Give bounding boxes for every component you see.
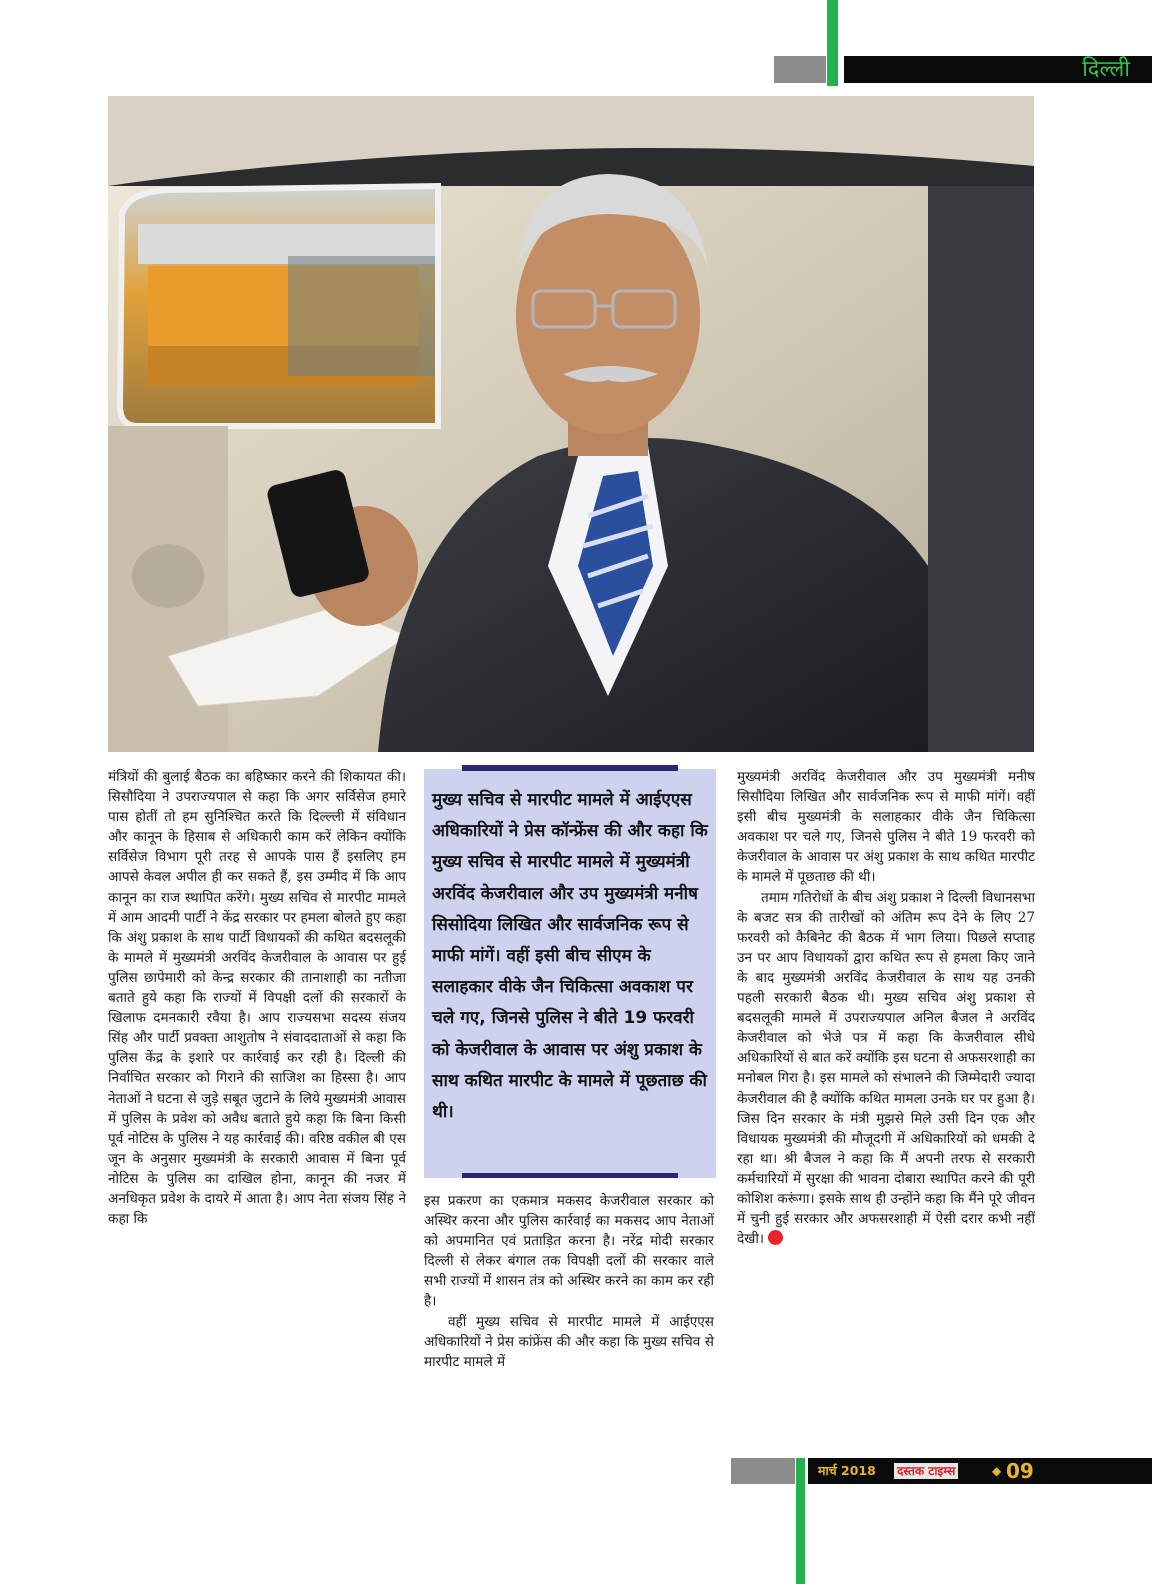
- pull-quote-bottom-rule: [462, 1173, 678, 1178]
- footer-bar: [808, 1458, 1152, 1484]
- issue-date: मार्च 2018: [818, 1463, 876, 1478]
- article-column-middle: [424, 1191, 714, 1372]
- article-paragraph: मंत्रियों की बुलाई बैठक का बहिष्कार करने की शिकायत की। सिसौदिया ने उपराज्यपाल से कहा कि अगर सर्विसेज हमारे पास होतीं तो हम सुनिश्चित करते कि दिल्ल्ली में संविधान और कानून के हिसाब से अधिकारी काम करें लेकिन क्योंकि सर्विसेज विभाग पूरी तरह से आपके पास हैं इसलिए हम आपसे केवल अपील ही कर सकते हैं, इस उम्मीद में कि आप कानून का राज स्थापित करेंगे। मुख्य सचिव से मारपीट मामले में आम आदमी पार्टी ने केंद्र सरकार पर हमला बोलते हुए कहा कि अंशु प्रकाश के साथ पार्टी विधायकों की कथित बदसलूकी के मामले में मुख्यमंत्री अरविंद केजरीवाल के आवास पर हुई पुलिस छापेमारी को केन्द्र सरकार की तानाशाही का नतीजा बताते हुये कहा कि राज्यों में विपक्षी दलों की सरकारों के खिलाफ दमनकारी रवैया है। आप राज्यसभा सदस्य संजय सिंह और पार्टी प्रवक्ता आशुतोष ने संवाददाताओं से कहा कि पुलिस केंद्र के इशारे पर कार्रवाई कर रही है। दिल्ली की निर्वाचित सरकार को गिराने की साजिश का हिस्सा है। आप नेताओं ने घटना से जुड़े सबूत जुटाने के लिये मुख्यमंत्री आवास में पुलिस के प्रवेश को अवैध बताते हुये कहा कि बिना किसी पूर्व नोटिस के पुलिस ने यह कार्रवाई की। वरिष्ठ वकील बी एस जून के अनुसार मुख्यमंत्री के सरकारी आवास में बिना पूर्व नोटिस के पुलिस का दाखिल होना, कानून की नजर में अनधिकृत प्रवेश के दायरे में आता है। आप नेता संजय सिंह ने कहा कि: [108, 769, 406, 1228]
- page-number: 09: [1006, 1459, 1034, 1483]
- article-paragraph: इस प्रकरण का एकमात्र मकसद केजरीवाल सरकार को अस्थिर करना और पुलिस कार्रवाई का मकसद आप नेताओं को अपमानित एवं प्रताड़ित करना है। नरेंद्र मोदी सरकार दिल्ली से लेकर बंगाल तक विपक्षी दलों की सरकार वाले सभी राज्यों में शासन तंत्र को अस्थिर करने का काम कर रही है।: [424, 1193, 714, 1310]
- article-paragraph: वहीं मुख्य सचिव से मारपीट मामले में आईएएस अधिकारियों ने प्रेस कांफ्रेंस की और कहा कि मुख्य सचिव से मारपीट मामले में: [424, 1313, 714, 1370]
- footer-green-rule: [796, 1458, 805, 1584]
- footer-grey-tab: [731, 1458, 795, 1484]
- end-of-article-marker: [768, 1230, 783, 1245]
- header-green-rule: [827, 0, 838, 86]
- header-grey-tab: [774, 56, 826, 83]
- article-column-right: [737, 767, 1035, 1249]
- car-interior-illustration: [108, 96, 1034, 752]
- article-paragraph-last: [737, 888, 1035, 1250]
- pull-quote-box: [424, 769, 716, 1178]
- article-column-left: [108, 767, 406, 1229]
- section-title: दिल्ली: [1082, 57, 1130, 82]
- article-paragraph: मुख्यमंत्री अरविंद केजरीवाल और उप मुख्यमंत्री मनीष सिसौदिया लिखित और सार्वजनिक रूप से माफी मांगें। वहीं इसी बीच मुख्यमंत्री के सलाहकार वीके जैन चिकित्सा अवकाश पर चले गए, जिनसे पुलिस ने बीते 19 फरवरी को केजरीवाल के आवास पर अंशु प्रकाश के साथ कथित मारपीट के मामले में पूछताछ की थी।: [737, 769, 1035, 886]
- article-paragraph-text: तमाम गतिरोधों के बीच अंशु प्रकाश ने दिल्ली विधानसभा के बजट सत्र की तारीखों को अंतिम रूप देने के लिए 27 फरवरी को कैबिनेट की बैठक में भाग लिया। पिछले सप्ताह उन पर आप विधायकों द्वारा कथित रूप से हमला किए जाने के बाद मुख्यमंत्री अरविंद केजरीवाल के साथ यह उनकी पहली सरकारी बैठक थी। मुख्य सचिव अंशु प्रकाश से बदसलूकी मामले में उपराज्यपाल अनिल बैजल ने अरविंद केजरीवाल को भेजे पत्र में कहा कि केजरीवाल सीधे अधिकारियों से बात करें क्योंकि इस घटना से अफसरशाही का मनोबल गिरा है। इस मामले को संभालने की जिम्मेदारी ज्यादा केजरीवाल की है क्योंकि कथित मामला उनके घर पर हुआ है। जिस दिन सरकार के मंत्री मुझसे मिले उसी दिन एक और विधायक मुख्यमंत्री की मौजूदगी में अधिकारियों को धमकी दे रहा था। श्री बैजल ने कहा कि मैं अपनी तरफ से सरकारी कर्मचारियों में सुरक्षा की भावना दोबारा स्थापित करने की पूरी कोशिश करूंगा। इसके साथ ही उन्होंने कहा कि मैंने पूरे जीवन में चुनी हुई सरकार और अफसरशाही में ऐसी दरार कभी नहीं देखी।: [737, 889, 1035, 1248]
- article-photo: [108, 96, 1034, 752]
- publication-logo: दस्तक टाइम्स: [894, 1463, 958, 1479]
- section-header-bar: [844, 56, 1152, 83]
- diamond-separator-icon: ◆: [992, 1464, 1002, 1478]
- pull-quote-text: मुख्य सचिव से मारपीट मामले में आईएएस अधिकारियों ने प्रेस कॉन्फ्रेंस की और कहा कि मुख्य सचिव से मारपीट मामले में मुख्यमंत्री अरविंद केजरीवाल और उप मुख्यमंत्री मनीष सिसोदिया लिखित और सार्वजनिक रूप से माफी मांगें। वहीं इसी बीच सीएम के सलाहकार वीके जैन चिकित्सा अवकाश पर चले गए, जिनसे पुलिस ने बीते 19 फरवरी को केजरीवाल के आवास पर अंशु प्रकाश के साथ कथित मारपीट के मामले में पूछताछ की थी।: [432, 790, 708, 1123]
- pull-quote-top-rule: [462, 765, 678, 771]
